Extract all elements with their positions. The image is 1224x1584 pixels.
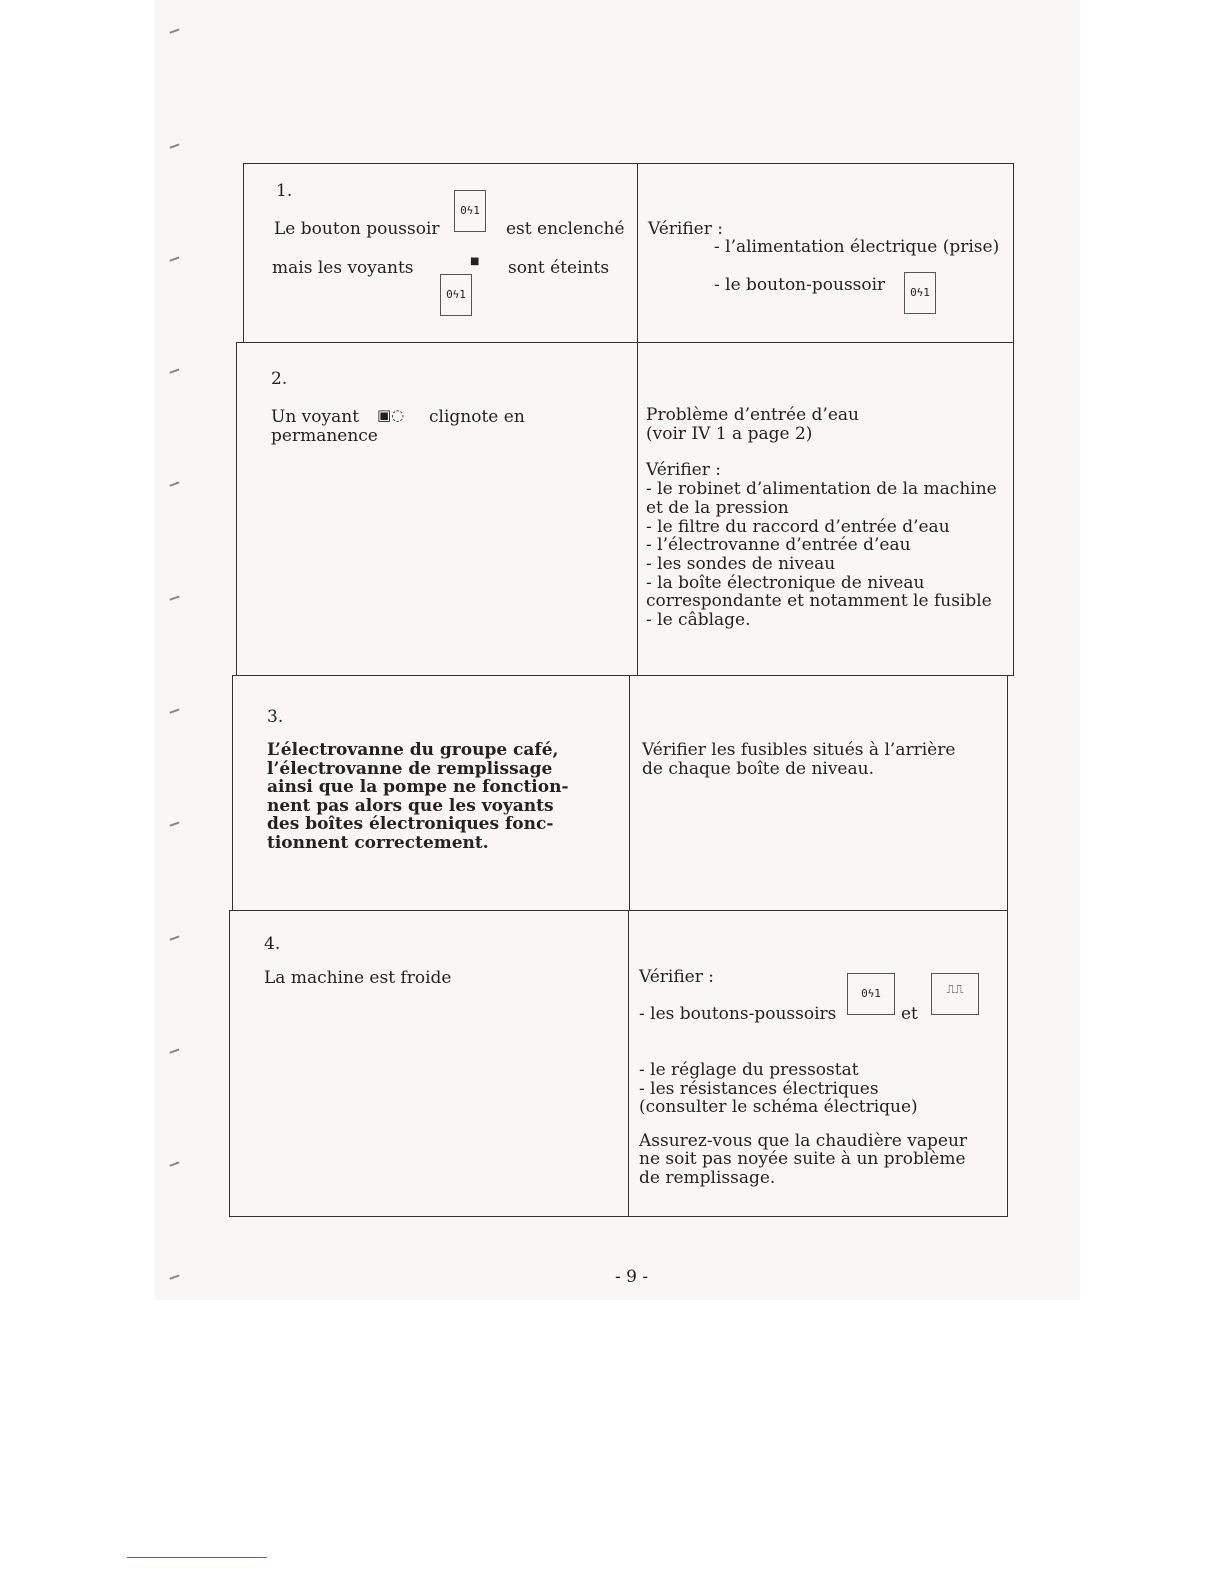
problem-text: sont éteints [508,258,610,278]
power-button-icon: 0ϟ1 [904,272,936,314]
row-number: 4. [264,934,281,954]
problem-text: Le bouton poussoir [274,219,440,239]
check-text: et de la pression [646,497,789,518]
check-text: - les sondes de niveau [646,553,836,574]
check-text: - le bouton-poussoir [714,275,886,295]
power-button-icon: 0ϟ1 [454,190,486,232]
check-text: correspondante et notamment le fusible [646,591,992,612]
row2-problem-cell [236,342,638,676]
row-number: 3. [267,707,284,727]
check-text: (voir IV 1 a page 2) [646,423,813,444]
problem-text: Un voyant [271,407,360,427]
problem-text: clignote en [429,407,525,427]
check-text: ne soit pas noyée suite à un problème [639,1149,966,1169]
check-text: Vérifier : [648,219,723,239]
check-text: - le câblage. [646,610,751,631]
row1-problem-cell [243,163,638,343]
problem-text: des boîtes électroniques fonc- [267,814,554,834]
check-text: - les résistances électriques [639,1078,879,1099]
check-text: de remplissage. [639,1167,776,1188]
power-button-icon: 0ϟ1 [440,274,472,316]
check-text: - le réglage du pressostat [639,1060,859,1080]
check-text: - la boîte électronique de niveau [646,572,925,593]
problem-text: L’électrovanne du groupe café, [267,740,559,760]
row4-problem-cell [229,910,629,1217]
row3-check-cell [629,675,1008,911]
check-text: - les boutons-poussoirs [639,1004,837,1024]
check-text: et [901,1004,918,1024]
row-number: 1. [276,181,293,201]
check-text: - le robinet d’alimentation de la machine [646,479,997,500]
problem-text: permanence [271,426,378,446]
problem-text: nent pas alors que les voyants [267,795,554,816]
check-text: de chaque boîte de niveau. [642,758,874,779]
row1-check-cell [637,163,1014,343]
check-text: - l’alimentation électrique (prise) [714,237,1000,257]
row3-problem-cell [232,675,630,911]
row4-check-cell [628,910,1008,1217]
page-number: - 9 - [615,1267,649,1287]
check-text: - l’électrovanne d’entrée d’eau [646,535,911,556]
problem-text: l’électrovanne de remplissage [267,758,553,779]
power-button-icon: 0ϟ1 [847,973,895,1015]
row2-check-cell [637,342,1014,676]
problem-text: mais les voyants [272,258,414,278]
row-number: 2. [271,369,288,389]
check-text: - le filtre du raccord d’entrée d’eau [646,516,950,537]
problem-text: tionnent correctement. [267,832,489,853]
problem-text: La machine est froide [264,968,452,988]
check-text: Problème d’entrée d’eau [646,405,859,425]
check-text: Assurez-vous que la chaudière vapeur [639,1130,968,1151]
blinking-indicator-icon: ▣◌ [377,406,405,424]
indicator-light-icon: ■ [470,256,480,267]
footer-rule [127,1557,267,1558]
problem-text: ainsi que la pompe ne fonction- [267,777,569,797]
check-text: Vérifier les fusibles situés à l’arrière [642,740,956,760]
check-text: (consulter le schéma électrique) [639,1097,918,1117]
check-text: Vérifier : [646,460,721,481]
problem-text: est enclenché [506,219,625,239]
heater-button-icon: ⎍⎍ [931,973,979,1015]
check-text: Vérifier : [639,967,714,987]
